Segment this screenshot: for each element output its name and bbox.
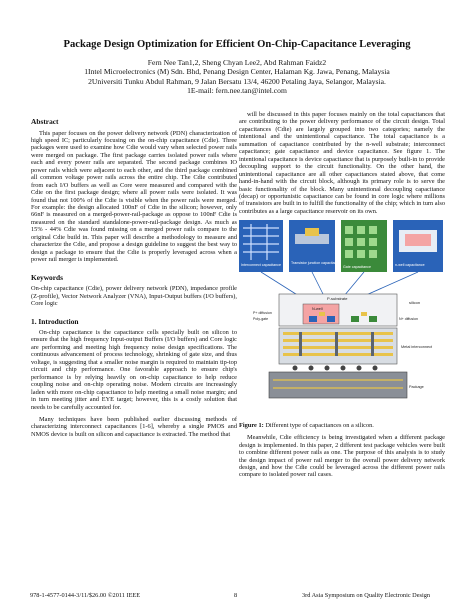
abstract-text: This paper focuses on the power delivery network (PDN) characterization of high speed IC; particularly focusing on the on-chip capacitance (Cdie). Three packages were used to examine how Cdie would vary when selected power rails were merged on package. The first package carries isolated power rails where each and every power rails are separated. The second package combines IO power rails which were adjacent to each other, and the third package combined all common voltage power rails across the entire chip. The Cdie contributed from each I/O buffers as well as Core were measured and compared with the Cdie on the first package design; where all power rails were isolated. It was found that not 100% of the Cdie is visible when the power rails were merged. For example: the design allocated 100nF of Cdie in the silicon; however, only 66nF is measured on a merged-power-rail-package as oppose to 100nF Cdie is measured on the standard standalone-power-rail-package design. As much as 15% - 44% Cdie was found missing on a merged power rails compare to the original Cdie build in. This paper will describe a methodology to measure and characterize the Cdie, and propose a design guideline to suggest the best way to design a package to ensure that the Cdie is properly leveraged across when a power rail merger is implemented. (31, 129, 237, 264)
poly-gate-nmos (361, 312, 367, 316)
figure-1-caption (239, 422, 445, 429)
paper-title: Package Design Optimization for Efficient On-Chip-Capacitance Leveraging (63, 39, 411, 50)
footer-copyright: 978-1-4577-0144-3/11/$26.00 ©2011 IEEE (30, 592, 141, 599)
figure-1-caption-label: Figure 1: (239, 421, 264, 429)
introduction-heading: 1. Introduction (31, 316, 79, 326)
solder-bumps (293, 366, 378, 371)
nwell-label: N-well (312, 307, 323, 312)
p-diffusion-left (309, 316, 317, 322)
author-email: 1E-mail: fern.nee.tan@intel.com (187, 85, 287, 95)
nwell-panel-well (405, 234, 431, 246)
right-paragraph-2: Meanwhile, Cdie efficiency is being investigated when a different package design is implemented. In this paper, 2 different test package vehicles were built to combine different power rails as one. The purpose of this analysis is to study the design impact of power rail merger to the overall power delivery network design, and how the Cdie could be leveraged across the different power rails compare to isolated power rail cases. (239, 434, 445, 479)
right-paragraph-1: will be discussed in this paper focuses mainly on the total capacitances that are contributing to the power delivery performance of the circuit design. Total capacitances (Cdie) are largely grouped into two categories; namely the intentional and the unintentional capacitance. The total capacitance is a summation of capacitance contributed by the n-well substrate; interconnect capacitance; gate capacitance and device capacitance. See figure 1. The intentional capacitance is device capacitance that is purposely built-in to provide decoupling support to the circuit functionality. On the other hand, the unintentional capacitance are all other capacitances stated above, that come hand-in-hand with the circuit block, although its primary role is to serve the basic functionality of the block. Many unintentional decoupling capacitance (decap) or opportunistic capacitance can be found in core logic where millions of transistors are built in to fulfill the functionality of the chip; which in turn also contributes as a large capacitance reservoir on its own. (239, 111, 445, 215)
gate-label: Gate capacitance (343, 265, 371, 270)
metal-label: Metal interconnect (401, 345, 433, 350)
transistor-label: Transistor junction capacitance (291, 261, 341, 266)
package-substrate (269, 372, 407, 398)
nwell-cap-label: n-well capacitance (395, 263, 425, 268)
introduction-paragraph-1: On-chip capacitance is the capacitance cells specially built on silicon to ensure that the high frequency Input-output Buffers (I/O buffers) and Core logic are performing and meeting high frequency noise design specifications. The continuous advancement of process technology, shrinking of gate size, and thus voltage, is suggesting that a smaller noise margin is required to maintain tip-top circuit and chip performance. One favorable approach to ensure chip's performance is by relying heavily on on-chip capacitance to help reduce coupling noise and on-chip operating noise. Modern circuits are increasingly laden with more on-chip capacitance to help meeting a small noise margin; and in turn meeting jitter and EYE target; however, this is a costly solution that needs to be carefully accounted for. (31, 329, 237, 411)
keywords-heading: Keywords (31, 272, 64, 282)
left-column (31, 118, 237, 438)
poly-label: Poly-gate (253, 317, 269, 322)
keywords-text: On-chip capacitance (Cdie), power delivery network (PDN), impedance profile (Z-profile), Vector Network Analyzer (VNA), Input-Output buffers (I/O buffers), Core logic (31, 285, 237, 308)
right-column (239, 111, 445, 479)
figure-1-diagram (239, 220, 445, 416)
affiliation-2: 2Universiti Tunku Abdul Rahman, 9 Jalan Bersatu 13/4, 46200 Petaling Jaya, Selangor, Malaysia. (88, 76, 386, 86)
n-diffusion-right (369, 316, 377, 322)
n-diffusion-left (351, 316, 359, 322)
introduction-paragraph-2: Many techniques have been published earlier discussing methods of characterizing interconnect capacitances [1-6], whereby a single PMOS and NMOS device is built on silicon and capacitance is extracted. The method that (31, 416, 237, 438)
psubstrate-label: P-substrate (327, 296, 348, 302)
figure-1-caption-text: Different type of capacitances on a silicon. (265, 421, 374, 429)
author-block (20, 58, 454, 95)
package-label: Package (409, 385, 424, 390)
p-diffusion-right (327, 316, 335, 322)
poly-gate-pmos (319, 312, 325, 316)
interconnect-label: Interconnect capacitance (241, 263, 281, 268)
affiliation-1: 1Intel Microelectronics (M) Sdn. Bhd, Penang Design Center, Halaman Kg. Jawa, Penang, Malaysia (84, 67, 390, 77)
footer-conference: 3rd Asia Symposium on Quality Electronic Design (302, 592, 431, 599)
silicon-label: silicon (409, 300, 421, 306)
nplus-label: N+ diffusion (399, 317, 419, 322)
abstract-heading: Abstract (31, 117, 59, 126)
footer-page-number: 8 (234, 592, 238, 599)
figure-1 (239, 220, 445, 429)
author-line: Fern Nee Tan1,2, Sheng Chyan Lee2, Abd Rahman Faidz2 (147, 58, 327, 67)
gate-grid (345, 226, 377, 258)
pplus-label: P+ diffusion (253, 311, 272, 316)
transistor-gate (305, 228, 319, 236)
callout-lines (261, 272, 418, 296)
